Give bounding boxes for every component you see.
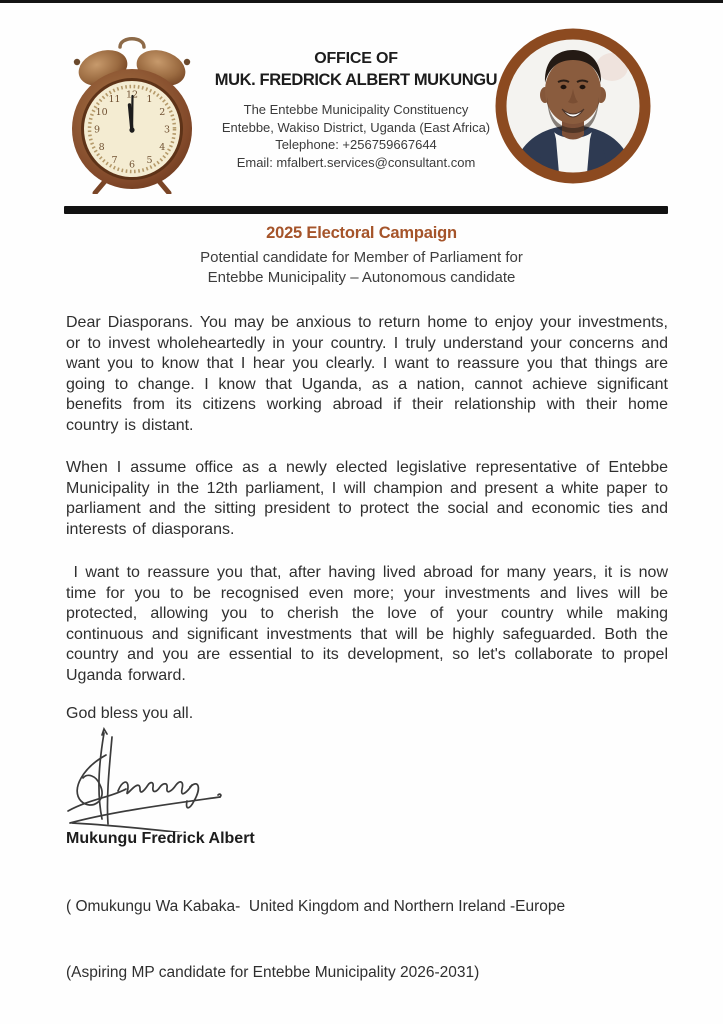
- office-label: OFFICE OF: [314, 50, 398, 67]
- candidate-portrait: [494, 27, 652, 185]
- office-holder-name: MUK. FREDRICK ALBERT MUKUNGU: [214, 71, 498, 89]
- telephone-line: Telephone: +256759667644: [275, 137, 437, 152]
- signatory-role-line2: (Aspiring MP candidate for Entebbe Municipality 2026-2031): [66, 964, 480, 981]
- clock-numeral: 4: [159, 142, 166, 153]
- campaign-title: 2025 Electoral Campaign: [266, 224, 457, 242]
- constituency-line: The Entebbe Municipality Constituency: [243, 102, 469, 117]
- signatory-role-line1: ( Omukungu Wa Kabaka- United Kingdom and Northern Ireland -Europe: [66, 898, 566, 915]
- email-line: Email: mfalbert.services@consultant.com: [236, 154, 476, 170]
- letter-paragraph-1: Dear Diasporans. You may be anxious to return home to enjoy your investments, or to invest wholeheartedly in your country. I truly understand your concerns and want you to know that I hear you clearly. I want to reassure you that things are going to change. I know that Uganda, as a nation, cannot achieve significant benefits from its citizens working abroad if their relationship with their home country is distant.: [66, 314, 674, 434]
- clock-numeral: 12: [125, 89, 139, 101]
- clock-numeral: 9: [93, 124, 101, 136]
- clock-numeral: 5: [146, 154, 153, 166]
- campaign-subtitle-line1: Potential candidate for Member of Parliament for: [200, 249, 523, 266]
- address-line: Entebbe, Wakiso District, Uganda (East Africa): [221, 119, 491, 135]
- clock-numeral: 10: [95, 107, 108, 118]
- clock-numeral: 2: [159, 107, 166, 118]
- letter-paragraph-3: I want to reassure you that, after having lived abroad for many years, it is now time for you to be recognised even more; your investments and lives will be protected, allowing you to cherish the love of your country while making continuous and significant investments that will be highly safeguarded. Both the country and you are essential to its development, so let's collaborate to propel Uganda forward.: [66, 564, 674, 684]
- photo-top-edge: [0, 0, 723, 3]
- letter-closing: God bless you all.: [66, 705, 194, 722]
- handwritten-signature: [60, 727, 250, 832]
- clock-numeral: 7: [111, 154, 118, 166]
- clock-numeral: 8: [98, 142, 105, 153]
- clock-numeral: 11: [108, 94, 121, 106]
- letterhead: [182, 50, 530, 171]
- campaign-heading: [0, 224, 723, 288]
- clock-numeral: 1: [146, 94, 153, 106]
- letter-paragraph-2: When I assume office as a newly elected legislative representative of Entebbe Municipality in the 12th parliament, I will champion and present a white paper to parliament and the sitting president to protect the social and economic ties and interests of diasporans.: [66, 459, 674, 538]
- clock-numeral: 6: [128, 159, 136, 171]
- campaign-subtitle-line2: Entebbe Municipality – Autonomous candidate: [207, 269, 516, 286]
- header-divider-rule: [64, 206, 668, 214]
- clock-numeral: 3: [163, 124, 171, 136]
- signatory-name: Mukungu Fredrick Albert: [66, 830, 255, 847]
